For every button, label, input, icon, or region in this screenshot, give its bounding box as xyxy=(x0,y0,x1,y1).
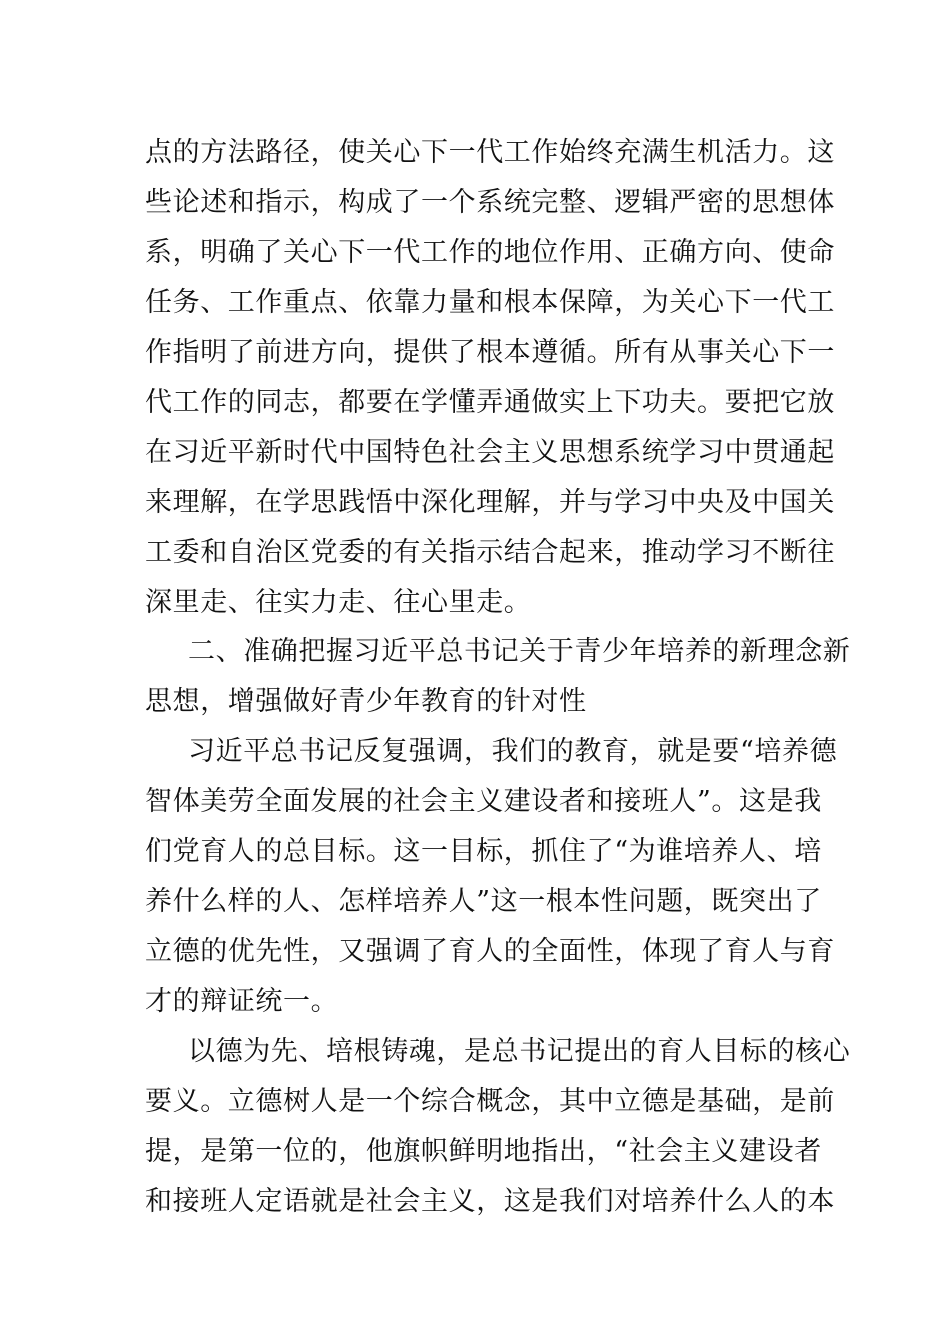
text-line: 任务、工作重点、依靠力量和根本保障，为关心下一代工 xyxy=(145,287,835,318)
text-line: 二、准确把握习近平总书记关于青少年培养的新理念新 xyxy=(188,636,851,667)
text-line: 才的辩证统一。 xyxy=(145,986,339,1017)
text-line: 来理解，在学思践悟中深化理解，并与学习中央及中国关 xyxy=(145,487,835,518)
text-line: 代工作的同志，都要在学懂弄通做实上下功夫。要把它放 xyxy=(145,387,835,418)
paragraph-3 xyxy=(145,727,838,1027)
text-line: 提，是第一位的，他旗帜鲜明地指出，“社会主义建设者 xyxy=(145,1136,822,1167)
text-line: 点的方法路径，使关心下一代工作始终充满生机活力。这 xyxy=(145,137,835,168)
text-line: 思想，增强做好青少年教育的针对性 xyxy=(145,686,587,717)
text-line: 工委和自治区党委的有关指示结合起来，推动学习不断往 xyxy=(145,537,835,568)
text-line: 要义。立德树人是一个综合概念，其中立德是基础，是前 xyxy=(145,1086,835,1117)
text-line: 养什么样的人、怎样培养人”这一根本性问题，既突出了 xyxy=(145,886,822,917)
section-heading xyxy=(145,627,851,727)
text-line: 在习近平新时代中国特色社会主义思想系统学习中贯通起 xyxy=(145,437,835,468)
text-line: 作指明了前进方向，提供了根本遵循。所有从事关心下一 xyxy=(145,337,835,368)
text-line: 习近平总书记反复强调，我们的教育，就是要“培养德 xyxy=(188,736,838,767)
text-line: 们党育人的总目标。这一目标，抓住了“为谁培养人、培 xyxy=(145,836,822,867)
text-line: 深里走、往实力走、往心里走。 xyxy=(145,587,532,618)
text-line: 立德的优先性，又强调了育人的全面性，体现了育人与育 xyxy=(145,936,835,967)
paragraph-4 xyxy=(145,1027,851,1227)
text-line: 和接班人定语就是社会主义，这是我们对培养什么人的本 xyxy=(145,1186,835,1217)
text-line: 系，明确了关心下一代工作的地位作用、正确方向、使命 xyxy=(145,237,835,268)
paragraph-1 xyxy=(145,128,835,628)
text-line: 智体美劳全面发展的社会主义建设者和接班人”。这是我 xyxy=(145,786,822,817)
text-line: 以德为先、培根铸魂，是总书记提出的育人目标的核心 xyxy=(188,1036,851,1067)
text-line: 些论述和指示，构成了一个系统完整、逻辑严密的思想体 xyxy=(145,187,835,218)
